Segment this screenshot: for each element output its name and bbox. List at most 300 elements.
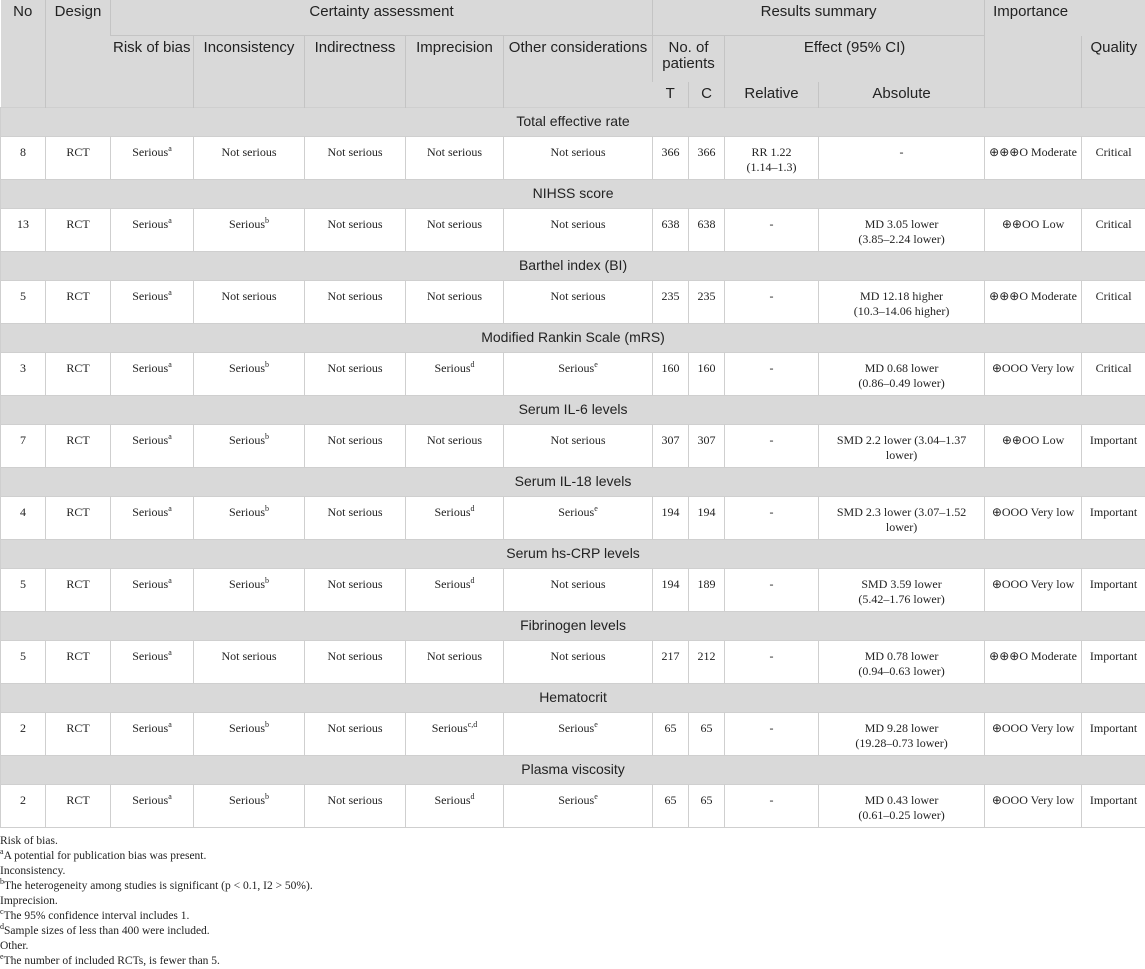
section-header-row bbox=[1, 756, 1145, 785]
cell-no bbox=[1, 353, 46, 396]
cell-design-text: RCT bbox=[66, 577, 89, 591]
cell-risk-of-bias-text: Serious bbox=[132, 217, 168, 231]
cell-imprecision-text: Serious bbox=[435, 577, 471, 591]
cell-risk-of-bias-text: Serious bbox=[132, 649, 168, 663]
cell-inconsistency-text: Serious bbox=[229, 793, 265, 807]
cell-risk-of-bias bbox=[111, 137, 194, 180]
cell-c-text: 638 bbox=[698, 217, 716, 231]
cell-imprecision-text: Not serious bbox=[427, 433, 482, 447]
col-certainty-assessment: Certainty assessment bbox=[111, 0, 653, 36]
footnote-text: Sample sizes of less than 400 were included. bbox=[4, 925, 210, 937]
cell-design bbox=[46, 497, 111, 540]
cell-inconsistency-text: Not serious bbox=[222, 145, 277, 159]
cell-no-text: 8 bbox=[20, 145, 26, 159]
section-title: Hematocrit bbox=[1, 684, 1145, 713]
cell-relative-line: - bbox=[728, 361, 815, 376]
cell-design-text: RCT bbox=[66, 289, 89, 303]
cell-relative bbox=[725, 209, 819, 252]
cell-imprecision bbox=[406, 641, 504, 684]
footnote-marker: d bbox=[471, 360, 475, 369]
cell-c-text: 212 bbox=[698, 649, 716, 663]
cell-t bbox=[653, 353, 689, 396]
cell-other-considerations-text: Serious bbox=[558, 721, 594, 735]
cell-absolute-line: MD 9.28 lower bbox=[822, 721, 981, 736]
footnote-marker: e bbox=[594, 504, 598, 513]
footnote-marker: b bbox=[265, 576, 269, 585]
footnote-text: Risk of bias. bbox=[0, 835, 58, 847]
cell-quality bbox=[985, 281, 1082, 324]
cell-indirectness-text: Not serious bbox=[328, 577, 383, 591]
cell-quality bbox=[985, 353, 1082, 396]
cell-no-text: 13 bbox=[17, 217, 29, 231]
cell-risk-of-bias bbox=[111, 785, 194, 828]
cell-relative bbox=[725, 641, 819, 684]
footnote-marker: c,d bbox=[468, 720, 478, 729]
cell-t bbox=[653, 425, 689, 468]
cell-relative-line: - bbox=[728, 793, 815, 808]
footnote-marker: d bbox=[471, 792, 475, 801]
footnote-marker: b bbox=[265, 432, 269, 441]
cell-importance bbox=[1082, 137, 1145, 180]
footnote-marker: a bbox=[168, 360, 172, 369]
cell-c-text: 307 bbox=[698, 433, 716, 447]
section-header-row bbox=[1, 684, 1145, 713]
cell-relative bbox=[725, 353, 819, 396]
footnote-line bbox=[0, 909, 1145, 924]
section-header-row bbox=[1, 468, 1145, 497]
cell-indirectness-text: Not serious bbox=[328, 649, 383, 663]
cell-design bbox=[46, 641, 111, 684]
cell-absolute bbox=[819, 209, 985, 252]
cell-no bbox=[1, 641, 46, 684]
cell-quality-text: ⊕OOO Very low bbox=[992, 577, 1075, 591]
table-row bbox=[1, 497, 1145, 540]
cell-c bbox=[689, 209, 725, 252]
section-title: Modified Rankin Scale (mRS) bbox=[1, 324, 1145, 353]
cell-design bbox=[46, 353, 111, 396]
cell-importance bbox=[1082, 641, 1145, 684]
cell-relative bbox=[725, 137, 819, 180]
cell-t-text: 65 bbox=[665, 793, 677, 807]
table-row bbox=[1, 569, 1145, 612]
cell-absolute-line: (19.28–0.73 lower) bbox=[822, 736, 981, 751]
cell-indirectness bbox=[305, 137, 406, 180]
cell-inconsistency bbox=[194, 497, 305, 540]
footnote-marker: d bbox=[0, 922, 4, 931]
cell-inconsistency bbox=[194, 641, 305, 684]
cell-inconsistency-text: Serious bbox=[229, 217, 265, 231]
cell-relative bbox=[725, 281, 819, 324]
cell-absolute-line: MD 12.18 higher bbox=[822, 289, 981, 304]
cell-no-text: 5 bbox=[20, 649, 26, 663]
cell-absolute-line: (10.3–14.06 higher) bbox=[822, 304, 981, 319]
cell-imprecision-text: Serious bbox=[435, 505, 471, 519]
cell-design-text: RCT bbox=[66, 505, 89, 519]
cell-imprecision-text: Serious bbox=[432, 721, 468, 735]
cell-relative bbox=[725, 425, 819, 468]
cell-absolute bbox=[819, 785, 985, 828]
cell-imprecision bbox=[406, 713, 504, 756]
col-importance: Importance bbox=[985, 0, 1145, 36]
cell-absolute-line: SMD 2.2 lower (3.04–1.37 lower) bbox=[822, 433, 981, 463]
cell-absolute bbox=[819, 641, 985, 684]
cell-indirectness-text: Not serious bbox=[328, 721, 383, 735]
cell-quality-text: ⊕⊕⊕O Moderate bbox=[989, 289, 1077, 303]
cell-c bbox=[689, 713, 725, 756]
cell-indirectness-text: Not serious bbox=[328, 361, 383, 375]
cell-indirectness-text: Not serious bbox=[328, 145, 383, 159]
cell-t bbox=[653, 281, 689, 324]
cell-c-text: 235 bbox=[698, 289, 716, 303]
cell-no-text: 3 bbox=[20, 361, 26, 375]
cell-inconsistency bbox=[194, 713, 305, 756]
cell-importance bbox=[1082, 281, 1145, 324]
footnote-line bbox=[0, 894, 1145, 909]
table-body bbox=[1, 108, 1145, 828]
cell-imprecision bbox=[406, 569, 504, 612]
footnote-marker: a bbox=[168, 504, 172, 513]
cell-absolute-line: (0.86–0.49 lower) bbox=[822, 376, 981, 391]
section-header-row bbox=[1, 324, 1145, 353]
cell-absolute-line: MD 0.78 lower bbox=[822, 649, 981, 664]
footnote-marker: a bbox=[168, 648, 172, 657]
cell-other-considerations bbox=[504, 209, 653, 252]
cell-inconsistency-text: Serious bbox=[229, 577, 265, 591]
cell-imprecision-text: Not serious bbox=[427, 289, 482, 303]
cell-t bbox=[653, 785, 689, 828]
col-no: No bbox=[1, 0, 46, 108]
cell-other-considerations-text: Serious bbox=[558, 793, 594, 807]
cell-other-considerations bbox=[504, 425, 653, 468]
footnote-line bbox=[0, 849, 1145, 864]
cell-t bbox=[653, 209, 689, 252]
cell-inconsistency-text: Serious bbox=[229, 721, 265, 735]
cell-relative bbox=[725, 785, 819, 828]
cell-c-text: 65 bbox=[701, 793, 713, 807]
cell-risk-of-bias bbox=[111, 281, 194, 324]
footnote-marker: d bbox=[471, 576, 475, 585]
cell-no-text: 4 bbox=[20, 505, 26, 519]
col-design: Design bbox=[46, 0, 111, 108]
cell-inconsistency bbox=[194, 137, 305, 180]
cell-no bbox=[1, 425, 46, 468]
cell-relative-line: (1.14–1.3) bbox=[728, 160, 815, 175]
cell-absolute bbox=[819, 137, 985, 180]
cell-absolute-line: (0.94–0.63 lower) bbox=[822, 664, 981, 679]
cell-quality bbox=[985, 209, 1082, 252]
cell-inconsistency-text: Not serious bbox=[222, 649, 277, 663]
cell-importance bbox=[1082, 569, 1145, 612]
section-title: Plasma viscosity bbox=[1, 756, 1145, 785]
cell-inconsistency bbox=[194, 425, 305, 468]
footnote-marker: a bbox=[168, 144, 172, 153]
col-inconsistency: Inconsistency bbox=[194, 36, 305, 108]
cell-design-text: RCT bbox=[66, 433, 89, 447]
cell-importance bbox=[1082, 209, 1145, 252]
cell-t-text: 65 bbox=[665, 721, 677, 735]
cell-imprecision-text: Serious bbox=[435, 793, 471, 807]
cell-other-considerations bbox=[504, 137, 653, 180]
section-title: Serum hs-CRP levels bbox=[1, 540, 1145, 569]
footnote-marker: a bbox=[168, 576, 172, 585]
cell-t bbox=[653, 497, 689, 540]
section-header-row bbox=[1, 252, 1145, 281]
cell-indirectness bbox=[305, 641, 406, 684]
footnote-text: The number of included RCTs, is fewer than 5. bbox=[4, 955, 220, 967]
col-blank bbox=[985, 36, 1082, 108]
col-absolute: Absolute bbox=[819, 82, 985, 108]
cell-risk-of-bias-text: Serious bbox=[132, 145, 168, 159]
cell-risk-of-bias-text: Serious bbox=[132, 361, 168, 375]
col-imprecision: Imprecision bbox=[406, 36, 504, 108]
cell-risk-of-bias-text: Serious bbox=[132, 577, 168, 591]
cell-importance bbox=[1082, 785, 1145, 828]
footnote-line bbox=[0, 864, 1145, 879]
footnote-text: The heterogeneity among studies is significant (p < 0.1, I2 > 50%). bbox=[4, 880, 313, 892]
cell-other-considerations bbox=[504, 353, 653, 396]
cell-t-text: 307 bbox=[662, 433, 680, 447]
footnote-line bbox=[0, 924, 1145, 939]
cell-inconsistency-text: Serious bbox=[229, 505, 265, 519]
cell-absolute-line: MD 3.05 lower bbox=[822, 217, 981, 232]
table-row bbox=[1, 785, 1145, 828]
cell-importance-text: Important bbox=[1090, 721, 1137, 735]
cell-imprecision-text: Not serious bbox=[427, 649, 482, 663]
cell-quality bbox=[985, 425, 1082, 468]
cell-design-text: RCT bbox=[66, 361, 89, 375]
section-title: Serum IL-6 levels bbox=[1, 396, 1145, 425]
cell-no bbox=[1, 785, 46, 828]
cell-no-text: 2 bbox=[20, 793, 26, 807]
cell-quality bbox=[985, 137, 1082, 180]
cell-indirectness-text: Not serious bbox=[328, 793, 383, 807]
col-other-considerations: Other considerations bbox=[504, 36, 653, 108]
cell-other-considerations-text: Not serious bbox=[551, 433, 606, 447]
cell-c bbox=[689, 641, 725, 684]
cell-absolute-line: MD 0.68 lower bbox=[822, 361, 981, 376]
cell-importance-text: Critical bbox=[1096, 145, 1132, 159]
cell-no bbox=[1, 209, 46, 252]
cell-imprecision bbox=[406, 785, 504, 828]
cell-risk-of-bias bbox=[111, 713, 194, 756]
cell-indirectness bbox=[305, 209, 406, 252]
col-effect: Effect (95% CI) bbox=[725, 36, 985, 83]
cell-importance bbox=[1082, 713, 1145, 756]
cell-inconsistency bbox=[194, 281, 305, 324]
cell-imprecision bbox=[406, 281, 504, 324]
cell-c bbox=[689, 497, 725, 540]
col-c: C bbox=[689, 82, 725, 108]
cell-t-text: 366 bbox=[662, 145, 680, 159]
cell-quality-text: ⊕OOO Very low bbox=[992, 721, 1075, 735]
table-header bbox=[1, 0, 1145, 108]
cell-other-considerations bbox=[504, 569, 653, 612]
cell-other-considerations-text: Serious bbox=[558, 361, 594, 375]
footnote-text: Inconsistency. bbox=[0, 865, 65, 877]
col-relative: Relative bbox=[725, 82, 819, 108]
cell-no-text: 2 bbox=[20, 721, 26, 735]
section-header-row bbox=[1, 108, 1145, 137]
cell-t-text: 638 bbox=[662, 217, 680, 231]
footnote-marker: c bbox=[0, 907, 4, 916]
cell-c bbox=[689, 137, 725, 180]
cell-t bbox=[653, 137, 689, 180]
col-results-summary: Results summary bbox=[653, 0, 985, 36]
cell-c bbox=[689, 785, 725, 828]
cell-t bbox=[653, 713, 689, 756]
cell-t-text: 235 bbox=[662, 289, 680, 303]
cell-imprecision bbox=[406, 209, 504, 252]
section-title: Fibrinogen levels bbox=[1, 612, 1145, 641]
cell-design-text: RCT bbox=[66, 217, 89, 231]
table-row bbox=[1, 281, 1145, 324]
cell-importance-text: Critical bbox=[1096, 361, 1132, 375]
cell-t bbox=[653, 569, 689, 612]
footnote-marker: e bbox=[0, 952, 4, 961]
cell-importance-text: Critical bbox=[1096, 217, 1132, 231]
footnote-text: The 95% confidence interval includes 1. bbox=[4, 910, 190, 922]
cell-other-considerations bbox=[504, 713, 653, 756]
section-header-row bbox=[1, 540, 1145, 569]
cell-imprecision bbox=[406, 497, 504, 540]
cell-design-text: RCT bbox=[66, 721, 89, 735]
footnote-line bbox=[0, 879, 1145, 894]
cell-risk-of-bias bbox=[111, 569, 194, 612]
table-row bbox=[1, 209, 1145, 252]
cell-quality bbox=[985, 785, 1082, 828]
footnote-marker: b bbox=[265, 792, 269, 801]
cell-inconsistency-text: Serious bbox=[229, 361, 265, 375]
footnote-marker: e bbox=[594, 360, 598, 369]
section-title: Total effective rate bbox=[1, 108, 1145, 137]
footnote-marker: e bbox=[594, 792, 598, 801]
cell-other-considerations-text: Serious bbox=[558, 505, 594, 519]
cell-inconsistency bbox=[194, 353, 305, 396]
cell-t-text: 194 bbox=[662, 577, 680, 591]
cell-no bbox=[1, 137, 46, 180]
section-title: Barthel index (BI) bbox=[1, 252, 1145, 281]
footnote-text: Imprecision. bbox=[0, 895, 58, 907]
cell-importance-text: Critical bbox=[1096, 289, 1132, 303]
cell-t-text: 194 bbox=[662, 505, 680, 519]
cell-risk-of-bias-text: Serious bbox=[132, 793, 168, 807]
footnote-marker: b bbox=[265, 504, 269, 513]
cell-risk-of-bias-text: Serious bbox=[132, 505, 168, 519]
cell-absolute-line: SMD 2.3 lower (3.07–1.52 lower) bbox=[822, 505, 981, 535]
cell-relative-line: - bbox=[728, 289, 815, 304]
cell-importance-text: Important bbox=[1090, 649, 1137, 663]
cell-design-text: RCT bbox=[66, 793, 89, 807]
cell-inconsistency-text: Not serious bbox=[222, 289, 277, 303]
cell-c-text: 189 bbox=[698, 577, 716, 591]
cell-quality-text: ⊕OOO Very low bbox=[992, 361, 1075, 375]
cell-no bbox=[1, 281, 46, 324]
cell-no bbox=[1, 569, 46, 612]
cell-absolute-line: (3.85–2.24 lower) bbox=[822, 232, 981, 247]
cell-c-text: 366 bbox=[698, 145, 716, 159]
cell-other-considerations-text: Not serious bbox=[551, 145, 606, 159]
cell-risk-of-bias-text: Serious bbox=[132, 289, 168, 303]
cell-other-considerations-text: Not serious bbox=[551, 649, 606, 663]
col-t: T bbox=[653, 82, 689, 108]
cell-design bbox=[46, 281, 111, 324]
footnote-marker: b bbox=[265, 360, 269, 369]
col-no-of-patients: No. of patients bbox=[653, 36, 725, 83]
cell-absolute-line: MD 0.43 lower bbox=[822, 793, 981, 808]
section-header-row bbox=[1, 396, 1145, 425]
cell-relative-line: - bbox=[728, 577, 815, 592]
cell-quality-text: ⊕⊕⊕O Moderate bbox=[989, 145, 1077, 159]
footnote-line bbox=[0, 834, 1145, 849]
cell-absolute-line: (5.42–1.76 lower) bbox=[822, 592, 981, 607]
cell-c bbox=[689, 281, 725, 324]
cell-design bbox=[46, 137, 111, 180]
cell-no bbox=[1, 713, 46, 756]
cell-indirectness bbox=[305, 569, 406, 612]
cell-risk-of-bias-text: Serious bbox=[132, 433, 168, 447]
cell-other-considerations bbox=[504, 641, 653, 684]
cell-inconsistency bbox=[194, 785, 305, 828]
cell-inconsistency-text: Serious bbox=[229, 433, 265, 447]
cell-importance-text: Important bbox=[1090, 793, 1137, 807]
footnotes bbox=[0, 828, 1145, 969]
table-row bbox=[1, 713, 1145, 756]
footnote-marker: a bbox=[168, 720, 172, 729]
cell-relative-line: - bbox=[728, 649, 815, 664]
footnote-marker: b bbox=[265, 720, 269, 729]
cell-other-considerations bbox=[504, 497, 653, 540]
cell-design bbox=[46, 785, 111, 828]
cell-indirectness-text: Not serious bbox=[328, 217, 383, 231]
cell-relative-line: - bbox=[728, 721, 815, 736]
cell-c bbox=[689, 569, 725, 612]
col-indirectness: Indirectness bbox=[305, 36, 406, 108]
cell-importance bbox=[1082, 497, 1145, 540]
footnote-marker: e bbox=[594, 720, 598, 729]
cell-design bbox=[46, 713, 111, 756]
cell-indirectness bbox=[305, 713, 406, 756]
cell-indirectness-text: Not serious bbox=[328, 289, 383, 303]
cell-risk-of-bias bbox=[111, 425, 194, 468]
cell-no-text: 5 bbox=[20, 289, 26, 303]
cell-design bbox=[46, 569, 111, 612]
cell-t bbox=[653, 641, 689, 684]
cell-imprecision bbox=[406, 353, 504, 396]
section-title: Serum IL-18 levels bbox=[1, 468, 1145, 497]
cell-quality-text: ⊕⊕⊕O Moderate bbox=[989, 649, 1077, 663]
cell-t-text: 217 bbox=[662, 649, 680, 663]
footnote-marker: a bbox=[168, 288, 172, 297]
cell-risk-of-bias-text: Serious bbox=[132, 721, 168, 735]
cell-risk-of-bias bbox=[111, 209, 194, 252]
cell-design bbox=[46, 209, 111, 252]
cell-design bbox=[46, 425, 111, 468]
cell-no-text: 5 bbox=[20, 577, 26, 591]
cell-relative-line: - bbox=[728, 433, 815, 448]
section-header-row bbox=[1, 180, 1145, 209]
cell-indirectness-text: Not serious bbox=[328, 505, 383, 519]
cell-indirectness bbox=[305, 353, 406, 396]
footnote-marker: b bbox=[0, 877, 4, 886]
cell-absolute-line: SMD 3.59 lower bbox=[822, 577, 981, 592]
section-title: NIHSS score bbox=[1, 180, 1145, 209]
cell-indirectness bbox=[305, 785, 406, 828]
cell-importance bbox=[1082, 353, 1145, 396]
cell-c-text: 65 bbox=[701, 721, 713, 735]
cell-absolute-line: - bbox=[822, 145, 981, 160]
footnote-marker: a bbox=[168, 432, 172, 441]
cell-absolute bbox=[819, 353, 985, 396]
